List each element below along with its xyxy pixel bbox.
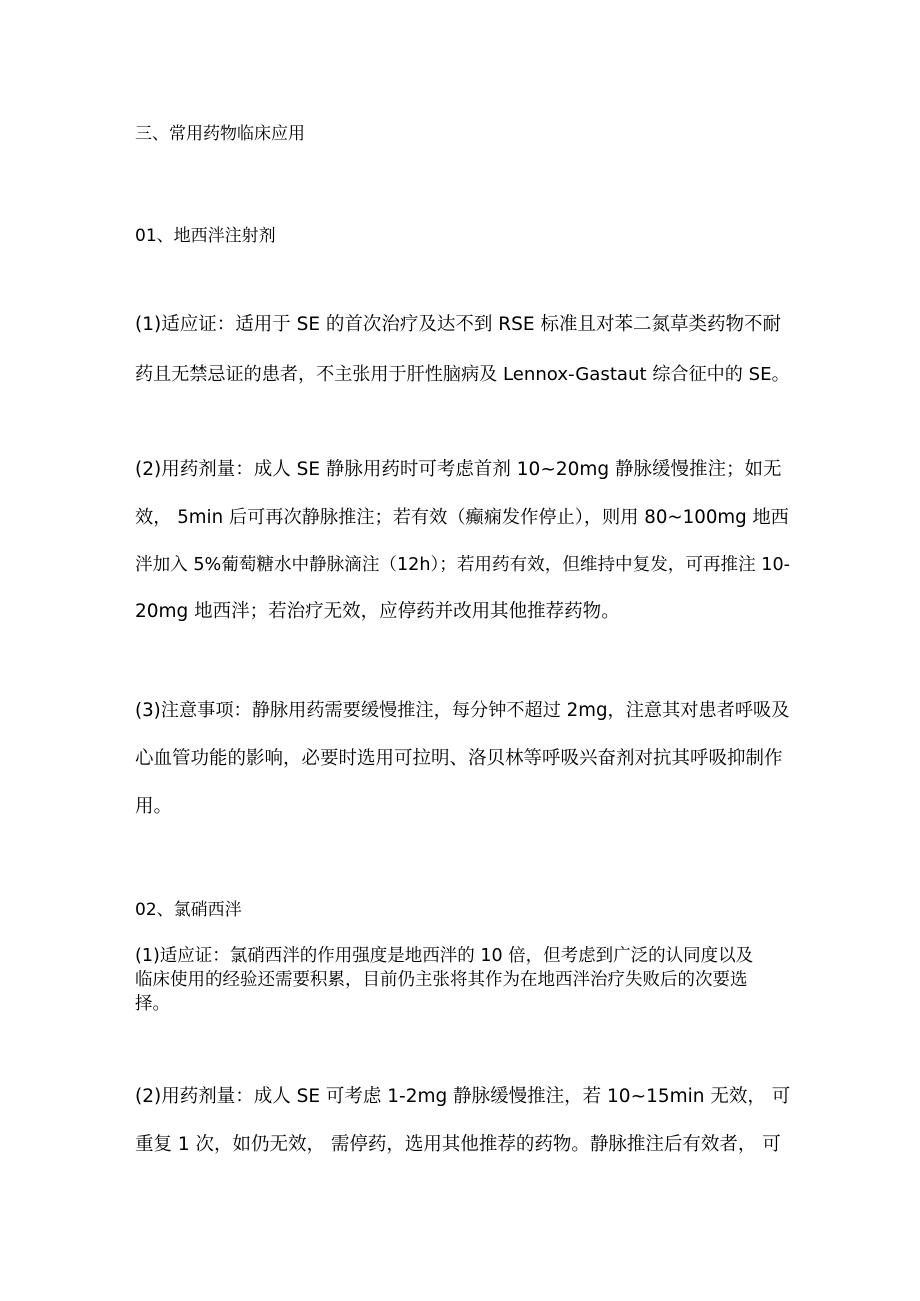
paragraph-line: 泮加入 5%葡萄糖水中静脉滴注（12h）；若用药有效，但维持中复发，可再推注 10- <box>135 555 790 575</box>
paragraph-line: 药且无禁忌证的患者，不主张用于肝性脑病及 Lennox-Gastaut 综合征中的 SE。 <box>135 364 790 385</box>
section-title: 三、常用药物临床应用 <box>135 124 305 144</box>
paragraph-line: 20mg 地西泮；若治疗无效，应停药并改用其他推荐药物。 <box>135 601 620 622</box>
paragraph-line: 效， 5min 后可再次静脉推注；若有效（癫痫发作停止），则用 80~100mg 地西 <box>135 507 789 528</box>
paragraph-line: (1)适应证：氯硝西泮的作用强度是地西泮的 10 倍，但考虑到广泛的认同度以及 <box>135 946 754 966</box>
paragraph-line: 心血管功能的影响，必要时选用可拉明、洛贝林等呼吸兴奋剂对抗其呼吸抑制作 <box>135 748 783 769</box>
paragraph-line: 重复 1 次，如仍无效， 需停药，选用其他推荐的药物。静脉推注后有效者， 可 <box>135 1134 781 1155</box>
paragraph-line: 择。 <box>135 994 170 1014</box>
paragraph-line: 用。 <box>135 796 173 817</box>
drug2-heading: 02、氯硝西泮 <box>135 900 242 920</box>
paragraph-line: (1)适应证：适用于 SE 的首次治疗及达不到 RSE 标准且对苯二氮草类药物不耐 <box>135 314 781 335</box>
paragraph-line: 临床使用的经验还需要积累，目前仍主张将其作为在地西泮治疗失败后的次要选 <box>135 970 748 990</box>
paragraph-line: (2)用药剂量：成人 SE 静脉用药时可考虑首剂 10~20mg 静脉缓慢推注；如无 <box>135 459 782 480</box>
drug1-heading: 01、地西泮注射剂 <box>135 226 276 246</box>
paragraph-line: (2)用药剂量：成人 SE 可考虑 1-2mg 静脉缓慢推注，若 10~15min 无效， 可 <box>135 1086 791 1107</box>
paragraph-line: (3)注意事项：静脉用药需要缓慢推注，每分钟不超过 2mg，注意其对患者呼吸及 <box>135 700 790 721</box>
